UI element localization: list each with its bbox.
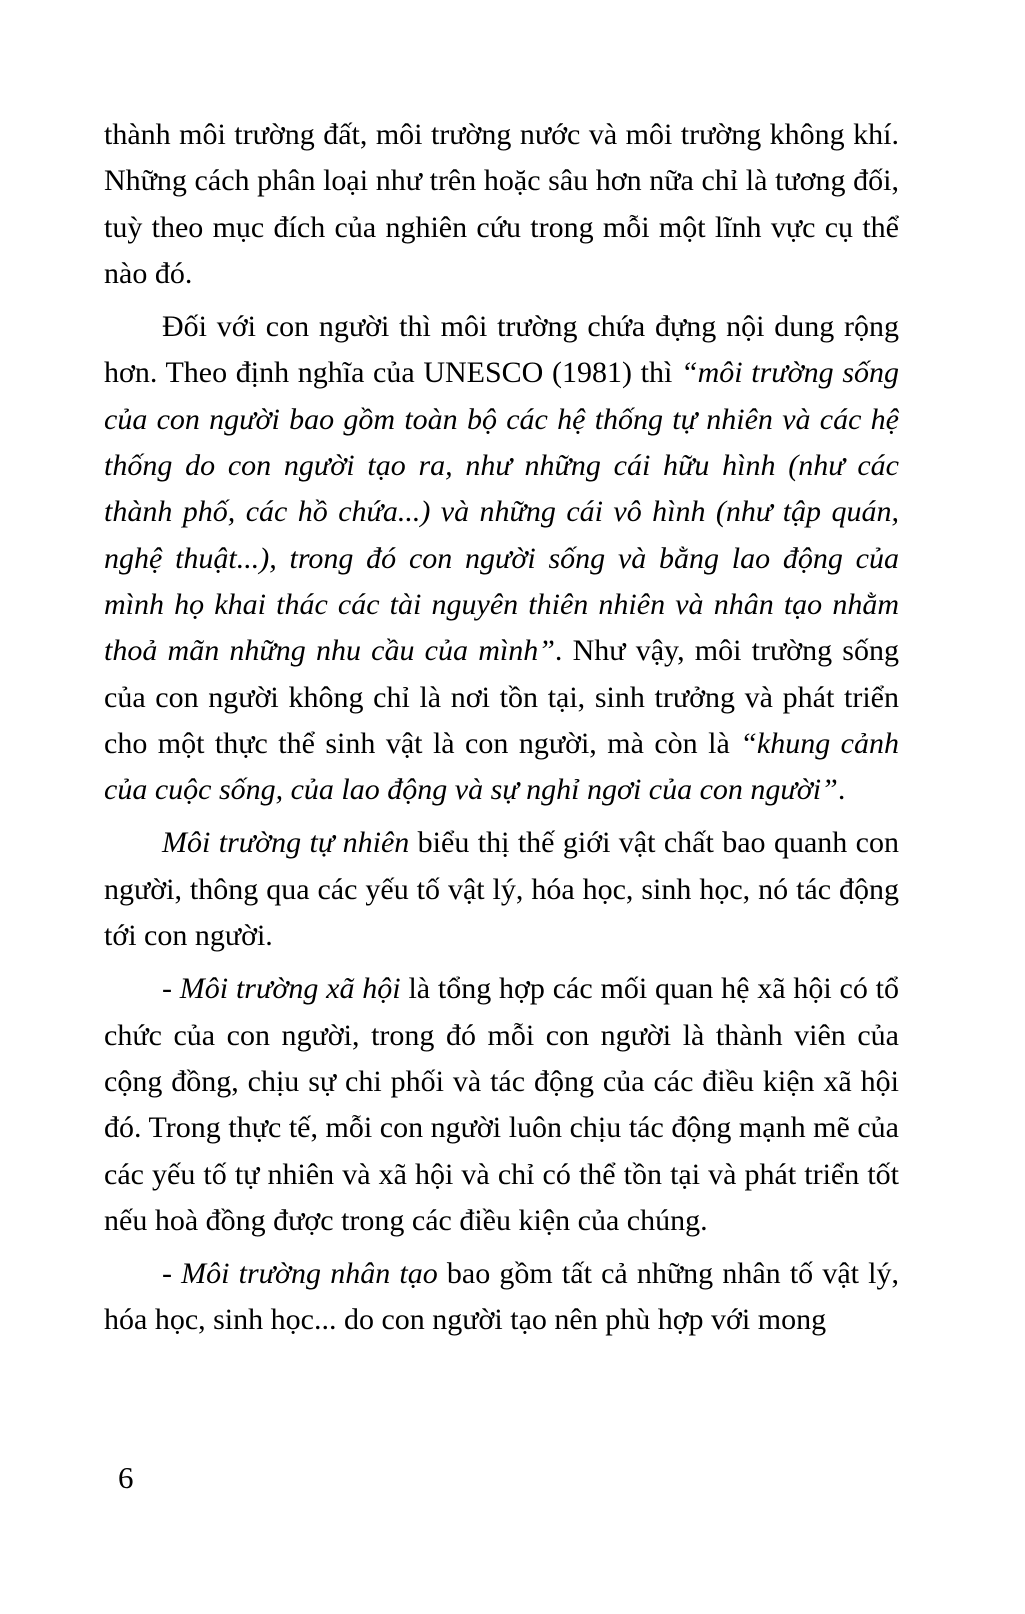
quote-text-run: “khung cảnh của cuộc sống, của lao động và sự nghỉ ngơi của con người” bbox=[104, 726, 899, 807]
quote-text-run: “môi trường sống của con người bao gồm toàn bộ các hệ thống tự nhiên và các hệ thống do con người tạo ra, như những cái hữu hình (như các thành phố, các hồ chứa...) và những cái vô hình (như tập quán, nghệ thuật...), trong đó con người sống và bằng lao động của mình họ khai thác các tài nguyên thiên nhiên và nhân tạo nhằm thoả mãn những nhu cầu của mình” bbox=[104, 356, 899, 668]
paragraph bbox=[104, 304, 899, 813]
paragraph bbox=[104, 966, 899, 1244]
paragraph bbox=[104, 112, 899, 297]
paragraph bbox=[104, 1251, 899, 1344]
term-text-run: Môi trường tự nhiên bbox=[162, 826, 410, 860]
term-text-run: - Môi trường nhân tạo bbox=[162, 1257, 438, 1291]
body-text bbox=[104, 112, 899, 1351]
paragraph bbox=[104, 820, 899, 959]
term-text-run: - Môi trường xã hội bbox=[162, 972, 401, 1006]
page-number: 6 bbox=[118, 1460, 134, 1495]
text-run: thành môi trường đất, môi trường nước và môi trường không khí. Những cách phân loại như trên hoặc sâu hơn nữa chỉ là tương đối, tuỳ theo mục đích của nghiên cứu trong mỗi một lĩnh vực cụ thể nào đó. bbox=[104, 118, 899, 290]
text-run: Đối với con người thì môi trường chứa đựng nội dung rộng hơn. Theo định nghĩa của UNESCO (1981) thì bbox=[104, 310, 899, 390]
text-run: . bbox=[837, 773, 846, 807]
text-run: là tổng hợp các mối quan hệ xã hội có tổ chức của con người, trong đó mỗi con người là thành viên của cộng đồng, chịu sự chi phối và tác động của các điều kiện xã hội đó. Trong thực tế, mỗi con người luôn chịu tác động mạnh mẽ của các yếu tố tự nhiên và xã hội và chỉ có thể tồn tại và phát triển tốt nếu hoà đồng được trong các điều kiện của chúng. bbox=[104, 972, 899, 1237]
text-run: . Như vậy, môi trường sống của con người không chỉ là nơi tồn tại, sinh trưởng và phát triển cho một thực thể sinh vật là con người, mà còn là bbox=[104, 634, 899, 760]
text-run: biểu thị thế giới vật chất bao quanh con người, thông qua các yếu tố vật lý, hóa học, sinh học, nó tác động tới con người. bbox=[104, 826, 899, 953]
text-run: bao gồm tất cả những nhân tố vật lý, hóa học, sinh học... do con người tạo nên phù hợp với mong bbox=[104, 1257, 899, 1337]
